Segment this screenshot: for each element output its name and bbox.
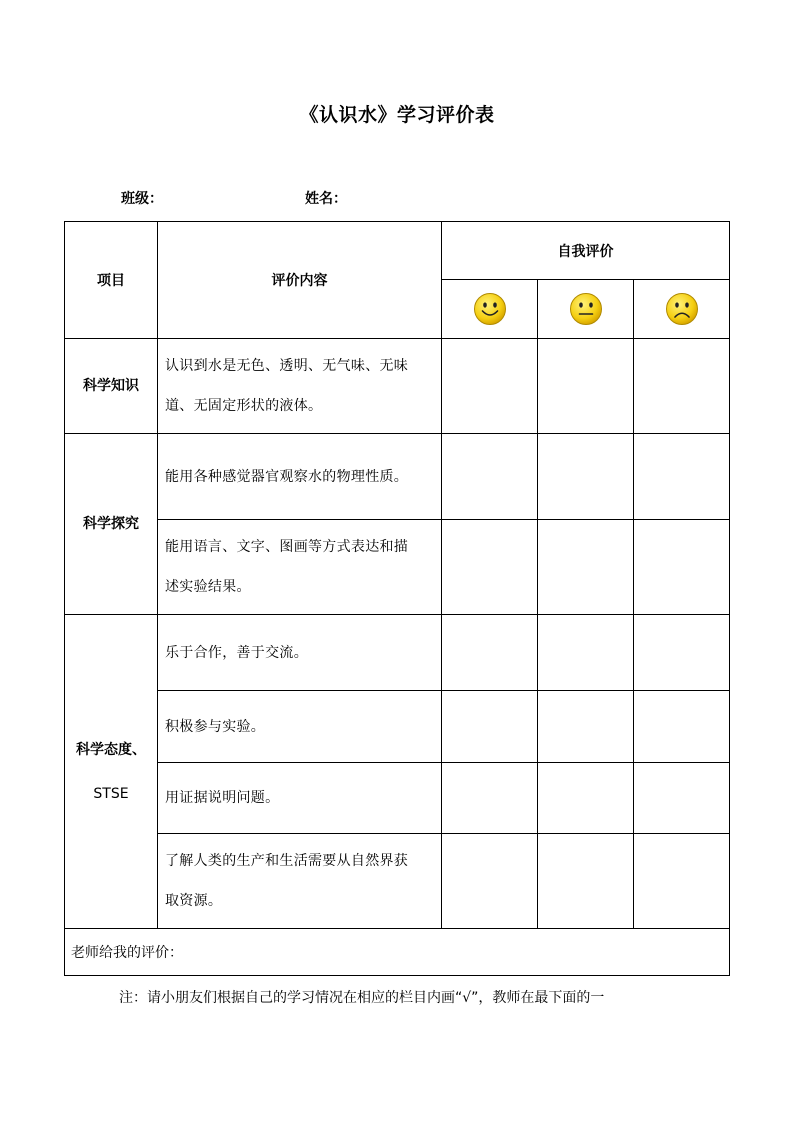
content-line: 用证据说明问题。	[165, 790, 280, 806]
table-row	[65, 520, 730, 615]
neutral-face-cell	[538, 280, 634, 339]
eval-cell-good[interactable]	[442, 339, 538, 434]
content-line: 取资源。	[165, 893, 223, 909]
eval-cell-good[interactable]	[442, 434, 538, 520]
table-row	[65, 763, 730, 834]
eval-cell-poor[interactable]	[634, 691, 730, 763]
content-cell	[158, 520, 442, 615]
header-project: 项目	[65, 222, 158, 339]
teacher-eval-cell[interactable]: 老师给我的评价：	[65, 929, 730, 976]
category-line: STSE	[93, 785, 129, 802]
frowning-face-icon	[665, 292, 699, 326]
table-row	[65, 615, 730, 691]
content-cell	[158, 434, 442, 520]
content-line: 了解人类的生产和生活需要从自然界获	[165, 853, 409, 869]
content-cell	[158, 834, 442, 929]
evaluation-table	[64, 221, 730, 976]
content-cell	[158, 615, 442, 691]
class-label: 班级：	[121, 191, 163, 207]
teacher-eval-row	[65, 929, 730, 976]
eval-cell-good[interactable]	[442, 691, 538, 763]
eval-cell-good[interactable]	[442, 520, 538, 615]
neutral-face-icon	[569, 292, 603, 326]
eval-cell-good[interactable]	[442, 834, 538, 929]
table-row	[65, 339, 730, 434]
header-content: 评价内容	[158, 222, 442, 339]
footnote: 注：请小朋友们根据自己的学习情况在相应的栏目内画“√”，教师在最下面的一	[119, 990, 605, 1006]
smiling-face-cell	[442, 280, 538, 339]
content-line: 能用语言、文字、图画等方式表达和描	[165, 539, 409, 555]
eval-cell-poor[interactable]	[634, 834, 730, 929]
eval-cell-ok[interactable]	[538, 434, 634, 520]
eval-cell-poor[interactable]	[634, 615, 730, 691]
header-self-eval: 自我评价	[442, 222, 730, 280]
smiling-face-icon	[473, 292, 507, 326]
content-line: 能用各种感觉器官观察水的物理性质。	[165, 468, 409, 485]
eval-cell-poor[interactable]	[634, 339, 730, 434]
content-line: 积极参与实验。	[165, 718, 266, 735]
category-science-attitude	[65, 615, 158, 929]
eval-cell-ok[interactable]	[538, 615, 634, 691]
eval-cell-poor[interactable]	[634, 520, 730, 615]
eval-cell-ok[interactable]	[538, 763, 634, 834]
eval-cell-ok[interactable]	[538, 520, 634, 615]
content-line: 道、无固定形状的液体。	[165, 398, 323, 414]
name-label: 姓名：	[305, 191, 347, 207]
eval-cell-good[interactable]	[442, 615, 538, 691]
content-cell	[158, 339, 442, 434]
eval-cell-ok[interactable]	[538, 834, 634, 929]
eval-cell-poor[interactable]	[634, 434, 730, 520]
table-row	[65, 834, 730, 929]
category-science-knowledge: 科学知识	[65, 339, 158, 434]
content-line: 乐于合作，善于交流。	[165, 644, 308, 661]
table-row	[65, 691, 730, 763]
eval-cell-good[interactable]	[442, 763, 538, 834]
page-title: 《认识水》学习评价表	[299, 104, 495, 126]
eval-cell-poor[interactable]	[634, 763, 730, 834]
table-row	[65, 434, 730, 520]
content-cell	[158, 763, 442, 834]
content-line: 述实验结果。	[165, 579, 251, 595]
eval-cell-ok[interactable]	[538, 691, 634, 763]
frowning-face-cell	[634, 280, 730, 339]
category-line: 科学态度、	[76, 741, 146, 758]
content-line: 认识到水是无色、透明、无气味、无味	[165, 358, 409, 374]
eval-cell-ok[interactable]	[538, 339, 634, 434]
content-cell	[158, 691, 442, 763]
category-science-inquiry: 科学探究	[65, 434, 158, 615]
header-row-top	[65, 222, 730, 280]
